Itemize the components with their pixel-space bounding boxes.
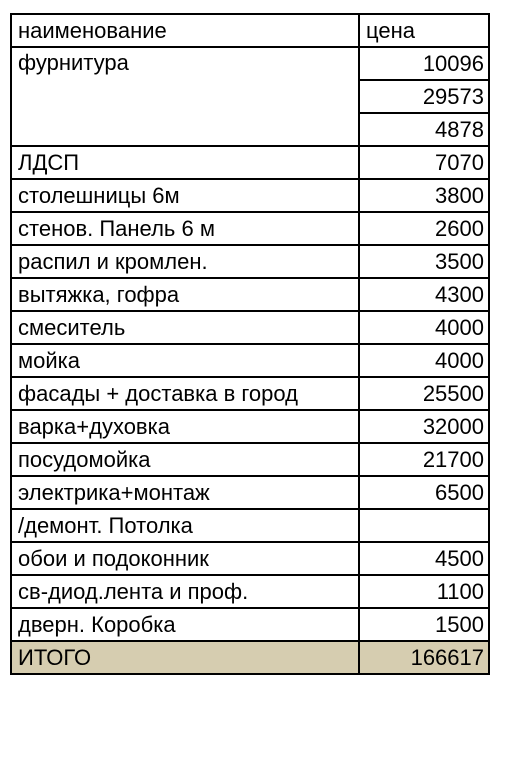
price-cell[interactable]: 4878 xyxy=(359,113,489,146)
price-table xyxy=(10,13,490,675)
name-cell[interactable]: электрика+монтаж xyxy=(11,476,359,509)
price-cell[interactable]: 32000 xyxy=(359,410,489,443)
table-row xyxy=(11,245,489,278)
name-cell[interactable]: стенов. Панель 6 м xyxy=(11,212,359,245)
table-row xyxy=(11,575,489,608)
name-cell[interactable]: мойка xyxy=(11,344,359,377)
table-row xyxy=(11,146,489,179)
table-row xyxy=(11,179,489,212)
name-cell[interactable]: дверн. Коробка xyxy=(11,608,359,641)
table-row xyxy=(11,377,489,410)
table-row xyxy=(11,542,489,575)
header-name-cell[interactable]: наименование xyxy=(11,14,359,47)
price-cell[interactable]: 1500 xyxy=(359,608,489,641)
table-row xyxy=(11,47,489,80)
table-row xyxy=(11,344,489,377)
price-cell[interactable]: 4300 xyxy=(359,278,489,311)
name-cell[interactable]: св-диод.лента и проф. xyxy=(11,575,359,608)
price-cell[interactable]: 3800 xyxy=(359,179,489,212)
price-cell[interactable]: 7070 xyxy=(359,146,489,179)
price-cell[interactable]: 4000 xyxy=(359,344,489,377)
total-row xyxy=(11,641,489,674)
table-row xyxy=(11,311,489,344)
price-cell[interactable]: 29573 xyxy=(359,80,489,113)
table-row xyxy=(11,278,489,311)
price-cell[interactable]: 2600 xyxy=(359,212,489,245)
name-cell[interactable]: фасады + доставка в город xyxy=(11,377,359,410)
price-cell[interactable] xyxy=(359,509,489,542)
price-cell[interactable]: 4000 xyxy=(359,311,489,344)
header-price-cell[interactable]: цена xyxy=(359,14,489,47)
name-cell[interactable]: распил и кромлен. xyxy=(11,245,359,278)
table-row xyxy=(11,443,489,476)
price-cell[interactable]: 3500 xyxy=(359,245,489,278)
name-cell[interactable]: обои и подоконник xyxy=(11,542,359,575)
total-label-cell[interactable]: ИТОГО xyxy=(11,641,359,674)
header-row xyxy=(11,14,489,47)
name-cell[interactable]: варка+духовка xyxy=(11,410,359,443)
price-cell[interactable]: 1100 xyxy=(359,575,489,608)
name-cell[interactable]: посудомойка xyxy=(11,443,359,476)
table-row xyxy=(11,476,489,509)
price-cell[interactable]: 6500 xyxy=(359,476,489,509)
total-value-cell[interactable]: 166617 xyxy=(359,641,489,674)
name-cell[interactable]: ЛДСП xyxy=(11,146,359,179)
name-cell[interactable]: столешницы 6м xyxy=(11,179,359,212)
table-row xyxy=(11,608,489,641)
price-cell[interactable]: 25500 xyxy=(359,377,489,410)
name-cell[interactable]: /демонт. Потолка xyxy=(11,509,359,542)
table-row xyxy=(11,410,489,443)
name-cell[interactable]: фурнитура xyxy=(11,47,359,146)
price-cell[interactable]: 21700 xyxy=(359,443,489,476)
table-row xyxy=(11,509,489,542)
name-cell[interactable]: смеситель xyxy=(11,311,359,344)
price-cell[interactable]: 10096 xyxy=(359,47,489,80)
price-cell[interactable]: 4500 xyxy=(359,542,489,575)
name-cell[interactable]: вытяжка, гофра xyxy=(11,278,359,311)
table-row xyxy=(11,212,489,245)
